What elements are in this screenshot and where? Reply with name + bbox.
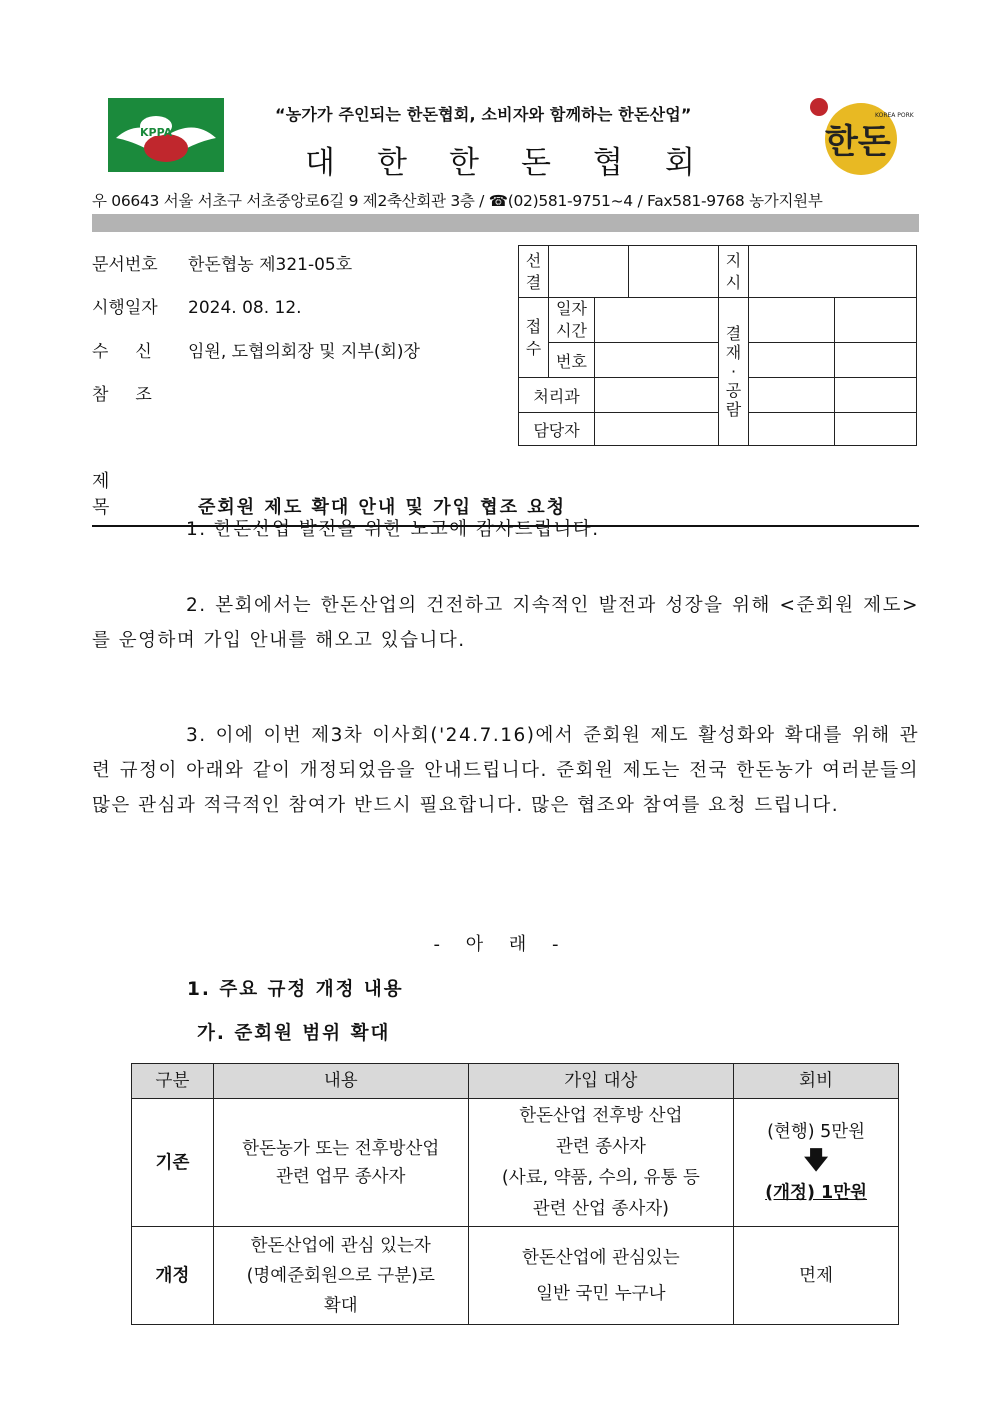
reference-label: 참조 [92,385,179,405]
approval-empty-cell [749,298,835,343]
hanton-logo-text: 한돈 [825,122,891,162]
header-divider-band [92,214,919,232]
approval-cell-damdangja: 담당자 [519,413,595,446]
fee-current: (현행) 5만원 [767,1122,866,1142]
hanton-logo [805,95,914,179]
recipient-value: 임원, 도협의회장 및 지부(회)장 [188,342,420,362]
row-fee [734,1099,899,1227]
approval-empty-cell [749,246,917,298]
table-header: 구분 [132,1064,214,1099]
approval-table [518,245,917,446]
row-fee: 면제 [734,1227,899,1325]
approval-cell-gyeoljae: 결 재 · 공 람 [719,298,749,446]
table-header: 내용 [213,1064,468,1099]
row-content: 한돈농가 또는 전후방산업 관련 업무 종사자 [213,1099,468,1227]
approval-empty-cell [595,298,719,343]
arrow-down-icon: 🡇 [803,1146,829,1174]
doc-number-label: 문서번호 [92,255,158,275]
approval-empty-cell [595,378,719,413]
revision-table [131,1063,899,1325]
date-row [92,293,302,318]
row-content: 한돈산업에 관심 있는자 (명예준회원으로 구분)로 확대 [213,1227,468,1325]
paragraph-3: 3. 이에 이번 제3차 이사회('24.7.16)에서 준회원 제도 활성화와 확대를 위해 관련 규정이 아래와 같이 개정되었음을 안내드립니다. 준회원 제도는 전국 한돈농가 여러분들의 많은 관심과 적극적인 참여가 반드시 필요합니다. 많은 협조와 참여를 요청 드립니다. [92,725,919,816]
table-header: 회비 [734,1064,899,1099]
section-heading: 1. 주요 규정 개정 내용 [187,979,404,1000]
table-row [132,1227,899,1325]
organization-name [305,137,695,182]
slogan: “농가가 주인되는 한돈협회, 소비자와 함께하는 한돈산업” [275,105,692,124]
kppa-logo-text: KPPA [140,126,173,139]
reference-row [92,380,188,405]
notice-heading: - 아 래 - [433,934,559,955]
table-row [132,1099,899,1227]
approval-empty-cell [835,343,917,378]
paragraph-1: 1. 한돈산업 발전을 위한 노고에 감사드립니다. [186,519,600,540]
subject-label: 제목 [92,471,148,518]
approval-empty-cell [595,343,719,378]
hanton-logo-sub: KOREA PORK [875,112,914,119]
date-label: 시행일자 [92,298,158,318]
row-category: 기존 [132,1099,214,1227]
approval-empty-cell [629,246,719,298]
fee-revised: (개정) 1만원 [765,1183,868,1203]
recipient-label: 수신 [92,342,179,362]
approval-cell-cheorigwa: 처리과 [519,378,595,413]
org-char: 한 [377,145,407,181]
subject-title: 준회원 제도 확대 안내 및 가입 협조 요청 [198,497,567,518]
approval-empty-cell [835,413,917,446]
recipient-row [92,337,420,362]
approval-empty-cell [835,378,917,413]
kppa-logo [108,98,224,172]
approval-cell-beonho: 번호 [549,343,595,378]
address-line: 우 06643 서울 서초구 서초중앙로6길 9 제2축산회관 3층 / ☎(02)581-9751~4 / Fax581-9768 농가지원부 [92,192,823,210]
org-char: 대 [305,145,335,181]
approval-cell-jeopsu: 접 수 [519,298,549,378]
subsection-heading: 가. 준회원 범위 확대 [197,1023,391,1044]
approval-empty-cell [749,378,835,413]
doc-number: 한돈협농 제321-05호 [188,255,353,275]
date-value: 2024. 08. 12. [188,298,302,318]
table-header: 가입 대상 [468,1064,734,1099]
approval-empty-cell [595,413,719,446]
row-category: 개정 [132,1227,214,1325]
approval-empty-cell [749,413,835,446]
approval-cell-ilja-sigan: 일자 시간 [549,298,595,343]
approval-cell-seongyeol: 선 결 [519,246,549,298]
org-char: 한 [449,145,479,181]
approval-empty-cell [749,343,835,378]
row-target: 한돈산업 전후방 산업 관련 종사자 (사료, 약품, 수의, 유통 등 관련 산업 종사자) [468,1099,734,1227]
paragraph-2: 2. 본회에서는 한돈산업의 건전하고 지속적인 발전과 성장을 위해 <준회원 제도>를 운영하며 가입 안내를 해오고 있습니다. [92,595,919,651]
approval-empty-cell [549,246,629,298]
approval-empty-cell [835,298,917,343]
doc-number-row [92,250,352,275]
org-char: 회 [665,145,695,181]
row-target: 한돈산업에 관심있는 일반 국민 누구나 [468,1227,734,1325]
org-char: 협 [593,145,623,181]
approval-cell-jisi: 지 시 [719,246,749,298]
org-char: 돈 [521,145,551,181]
